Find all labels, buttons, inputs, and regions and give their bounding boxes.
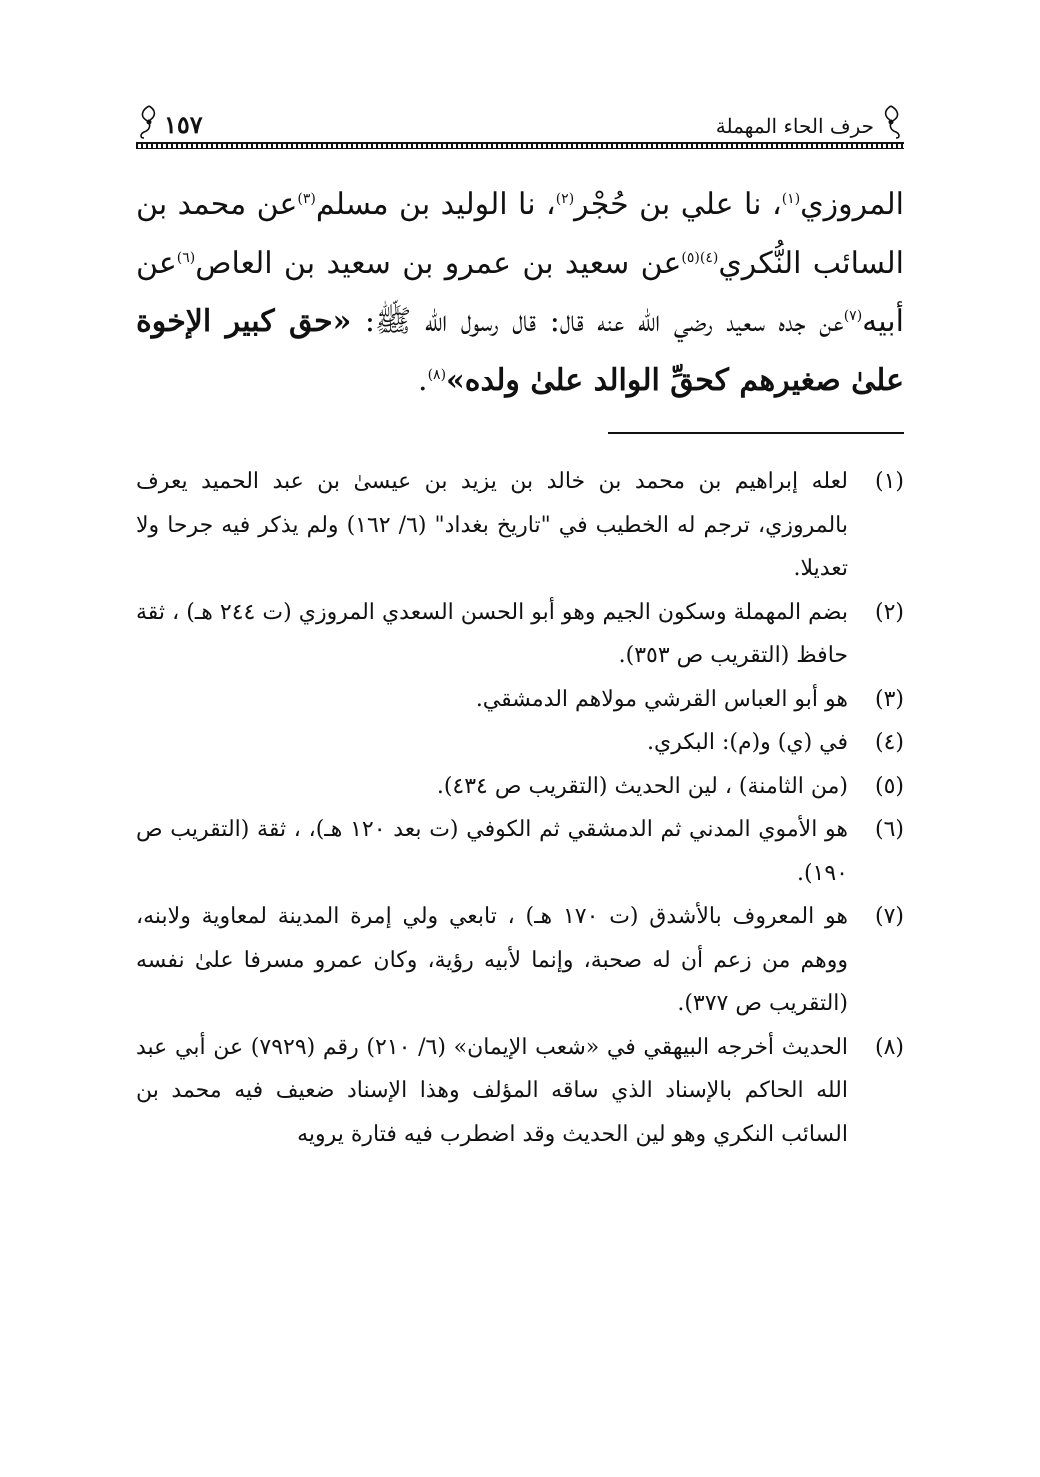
ornament-icon bbox=[878, 104, 904, 140]
footnote-number: (٧) bbox=[874, 904, 904, 929]
text-segment: عن محمد بن السائب النُّكري bbox=[136, 187, 904, 281]
footnote bbox=[136, 808, 904, 895]
footnote-text: هو الأموي المدني ثم الدمشقي ثم الكوفي (ت بعد ١٢٠ هـ)، ، ثقة (التقريب ص ١٩٠). bbox=[136, 817, 848, 886]
hadith-paragraph bbox=[136, 176, 904, 410]
text-segment: عن سعيد بن عمرو بن سعيد بن العاص bbox=[195, 245, 682, 281]
page-header bbox=[136, 104, 904, 148]
footnote-ref[interactable]: (٣) bbox=[297, 191, 316, 207]
footnote-number: (٨) bbox=[874, 1034, 904, 1060]
chapter-title: حرف الحاء المهملة bbox=[715, 114, 874, 138]
footnote-ref[interactable]: (٨) bbox=[427, 366, 447, 383]
footnote-separator bbox=[608, 432, 904, 434]
footnote-ref[interactable]: (٦) bbox=[176, 249, 196, 266]
footnote-text: لعله إبراهيم بن محمد بن خالد بن يزيد بن عيسىٰ بن عبد الحميد يعرف بالمروزي، ترجم له الخطيب في "تاريخ بغداد" (٦/ ١٦٢) ولم يذكر فيه جرحا ولا تعديلا. bbox=[136, 469, 849, 581]
footnote-ref[interactable]: (٢) bbox=[555, 191, 575, 207]
footnote-number: (٤) bbox=[874, 730, 904, 755]
text-segment: المروزي bbox=[800, 187, 904, 222]
footnote-number: (٥) bbox=[874, 773, 904, 799]
footnote-text: الحديث أخرجه البيهقي في «شعب الإيمان» (٦/ ٢١٠) رقم (٧٩٢٩) عن أبي عبد الله الحاكم بالإسناد الذي ساقه المؤلف وهذا الإسناد ضعيف فيه محمد بن السائب النكري وهو لين الحديث وقد اضطرب فيه فتارة يرويه bbox=[136, 1034, 849, 1147]
footnote bbox=[136, 460, 904, 591]
text-segment: عن أبيه bbox=[136, 245, 904, 339]
text-segment: ، نا علي بن حُجْر bbox=[574, 187, 782, 222]
footnote-ref[interactable]: (٧) bbox=[843, 308, 863, 324]
footnotes bbox=[136, 460, 904, 1156]
footnote-text: هو المعروف بالأشدق (ت ١٧٠ هـ) ، تابعي ولي إمرة المدينة لمعاوية ولابنه، ووهم من زعم أن له صحبة، وإنما لأبيه رؤية، وكان عمرو مسرفا علىٰ نفسه (التقريب ص ٣٧٧). bbox=[136, 904, 848, 1016]
footnote bbox=[136, 591, 904, 678]
footnote-number: (٢) bbox=[874, 599, 904, 625]
main-text bbox=[136, 176, 904, 410]
footnote-ref[interactable]: (١) bbox=[781, 191, 801, 207]
text-segment: . bbox=[418, 362, 428, 398]
footnote-ref[interactable]: (٤)(٥) bbox=[681, 249, 719, 266]
footnote-number: (١) bbox=[874, 469, 904, 494]
footnote-text: هو أبو العباس القرشي مولاهم الدمشقي. bbox=[475, 686, 848, 712]
footnote-number: (٦) bbox=[874, 817, 904, 842]
footnote bbox=[136, 721, 904, 765]
header-rule bbox=[136, 142, 904, 149]
ornament-icon bbox=[136, 104, 162, 140]
page-number: ١٥٧ bbox=[164, 110, 203, 139]
footnote bbox=[136, 895, 904, 1026]
footnote bbox=[136, 765, 904, 809]
text-segment: عن جده سعيد رضي الله عنه قال: قال رسول الله ﷺ: bbox=[351, 304, 844, 339]
footnote-text: في (ي) و(م): البكري. bbox=[647, 730, 848, 755]
hadith-quote: «حق كبير الإخوة علىٰ صغيرهم كحقِّ الوالد علىٰ ولده» bbox=[136, 304, 904, 398]
text-segment: ، نا الوليد بن مسلم bbox=[315, 187, 556, 222]
footnote bbox=[136, 1026, 904, 1157]
footnote-number: (٣) bbox=[874, 686, 904, 712]
footnote bbox=[136, 678, 904, 722]
footnote-text: بضم المهملة وسكون الجيم وهو أبو الحسن السعدي المروزي (ت ٢٤٤ هـ) ، ثقة حافظ (التقريب ص ٣٥٣). bbox=[136, 599, 849, 668]
footnote-text: (من الثامنة) ، لين الحديث (التقريب ص ٤٣٤). bbox=[436, 773, 848, 799]
